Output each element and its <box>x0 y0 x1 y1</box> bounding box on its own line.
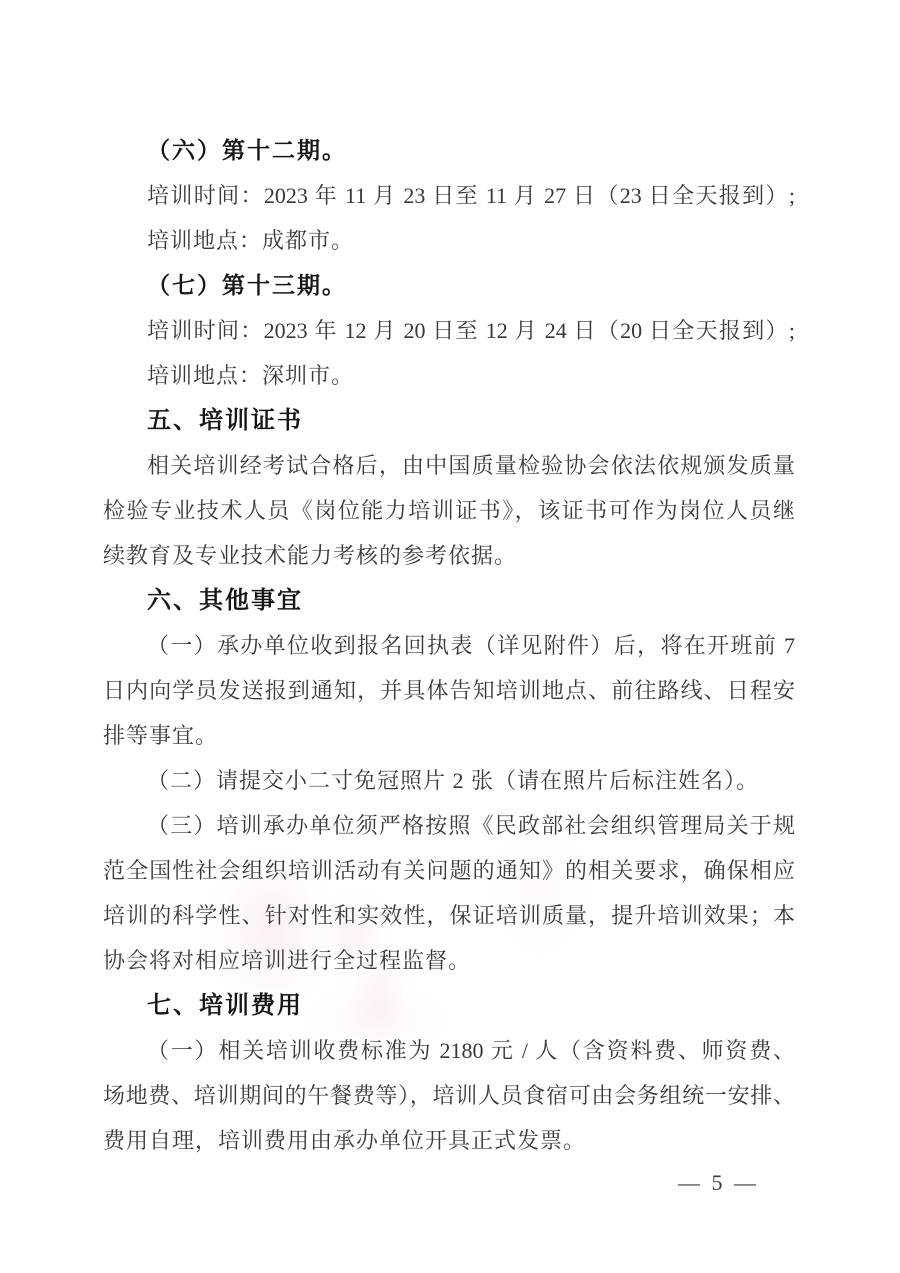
document-text-line: （一）相关培训收费标准为 2180 元 / 人（含资料费、师资费、 <box>147 1038 795 1063</box>
document-text-line: 续教育及专业技术能力考核的参考依据。 <box>103 543 518 568</box>
document-text-line: 协会将对相应培训进行全过程监督。 <box>103 948 472 973</box>
document-text-line: 场地费、培训期间的午餐费等），培训人员食宿可由会务组统一安排、 <box>103 1083 795 1108</box>
document-text-line: 日内向学员发送报到通知，并具体告知培训地点、前往路线、日程安 <box>103 678 795 703</box>
document-heading-line: （六）第十二期。 <box>147 138 347 163</box>
document-heading-line: （七）第十三期。 <box>147 273 347 298</box>
document-text-line: 费用自理，培训费用由承办单位开具正式发票。 <box>103 1128 587 1153</box>
document-text-line: 培训时间：2023 年 11 月 23 日至 11 月 27 日（23 日全天报到）; <box>147 183 795 208</box>
document-text-line: 培训地点：深圳市。 <box>147 363 355 388</box>
document-heading-line: 五、培训证书 <box>147 407 303 434</box>
document-text-line: 范全国性社会组织培训活动有关问题的通知》的相关要求，确保相应 <box>103 858 795 883</box>
document-text-line: 培训地点：成都市。 <box>147 228 355 253</box>
document-text-line: 排等事宜。 <box>103 723 219 748</box>
document-text-line: （二）请提交小二寸免冠照片 2 张（请在照片后标注姓名）。 <box>147 768 760 793</box>
document-heading-line: 七、培训费用 <box>147 992 303 1019</box>
document-text-line: （一）承办单位收到报名回执表（详见附件）后，将在开班前 7 <box>147 633 795 658</box>
document-heading-line: 六、其他事宜 <box>147 587 303 614</box>
document-text-line: （三）培训承办单位须严格按照《民政部社会组织管理局关于规 <box>147 813 795 838</box>
document-body <box>103 128 795 1163</box>
document-text-line: 相关培训经考试合格后，由中国质量检验协会依法依规颁发质量 <box>147 453 795 478</box>
document-text-line: 培训的科学性、针对性和实效性，保证培训质量，提升培训效果；本 <box>103 903 795 928</box>
document-text-line: 培训时间：2023 年 12 月 20 日至 12 月 24 日（20 日全天报到）; <box>147 318 795 343</box>
document-text-line: 检验专业技术人员《岗位能力培训证书》，该证书可作为岗位人员继 <box>103 498 795 523</box>
page-number: — 5 — <box>678 1170 759 1195</box>
